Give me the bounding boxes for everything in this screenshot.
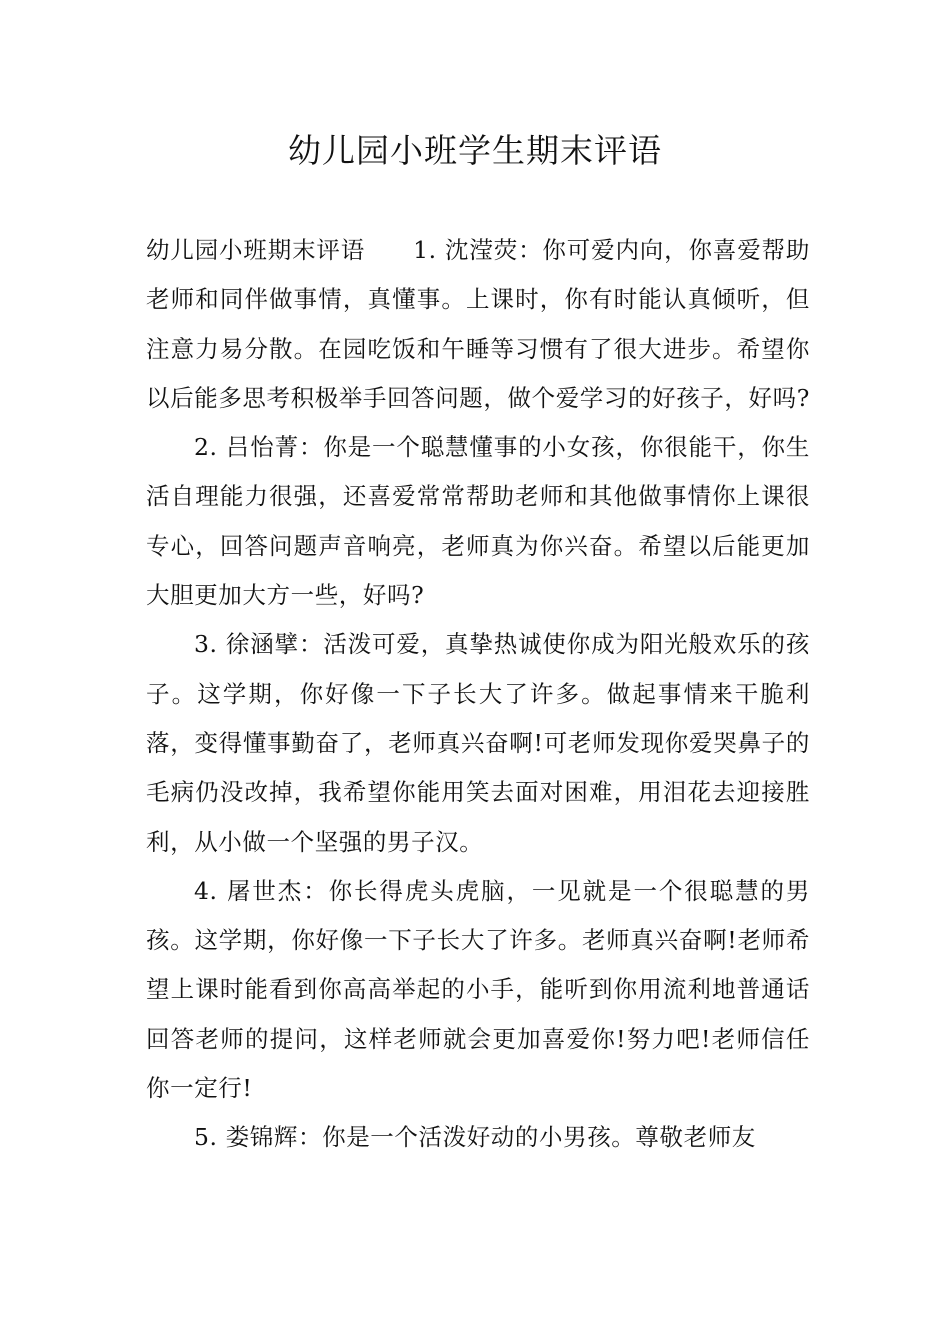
paragraph-3: 3. 徐涵擘：活泼可爱，真挚热诚使你成为阳光般欢乐的孩子。这学期，你好像一下子长大了许多。做起事情来干脆利落，变得懂事勤奋了，老师真兴奋啊!可老师发现你爱哭鼻子的毛病仍没改掉，我希望你能用笑去面对困难，用泪花去迎接胜利，从小做一个坚强的男子汉。 [146,630,810,856]
document-title: 幼儿园小班学生期末评语 [288,131,662,170]
document-body [146,226,810,1163]
paragraph-1 [146,226,810,423]
paragraph-4: 4. 屠世杰：你长得虎头虎脑，一见就是一个很聪慧的男孩。这学期，你好像一下子长大了许多。老师真兴奋啊!老师希望上课时能看到你高高举起的小手，能听到你用流利地普通话回答老师的提问，这样老师就会更加喜爱你!努力吧!老师信任你一定行! [146,876,810,1103]
lead-label: 幼儿园小班期末评语 [146,236,366,264]
paragraph-1-text: 1. 沈滢荧：你可爱内向，你喜爱帮助老师和同伴做事情，真懂事。上课时，你有时能认真倾听，但注意力易分散。在园吃饭和午睡等习惯有了很大进步。希望你以后能多思考积极举手回答问题，做个爱学习的好孩子，好吗? [146,236,810,412]
paragraph-2: 2. 吕怡菁：你是一个聪慧懂事的小女孩，你很能干，你生活自理能力很强，还喜爱常常帮助老师和其他做事情你上课很专心，回答问题声音响亮，老师真为你兴奋。希望以后能更加大胆更加大方一些，好吗? [146,433,810,610]
paragraph-5: 5. 娄锦辉：你是一个活泼好动的小男孩。尊敬老师友 [194,1123,756,1152]
